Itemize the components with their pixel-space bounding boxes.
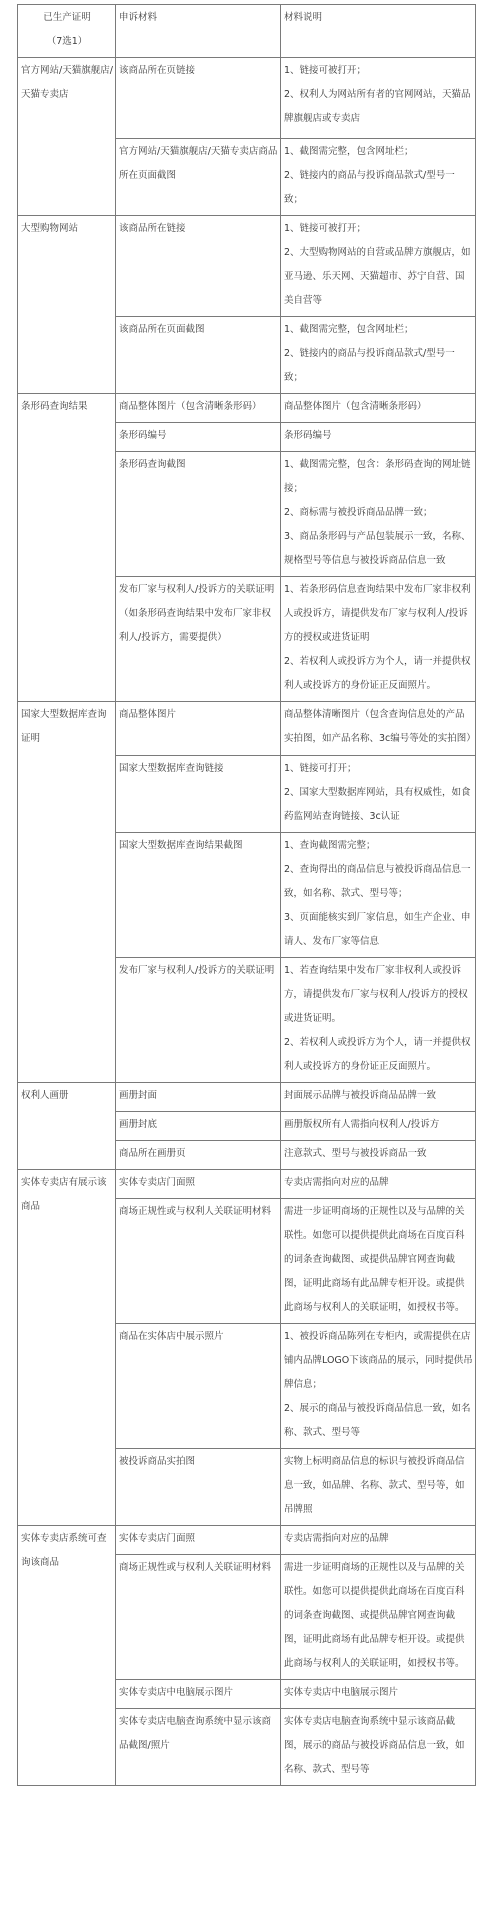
description-cell — [281, 1112, 476, 1141]
description-cell — [281, 394, 476, 423]
description-line: 2、权利人为网站所有者的官网网站，天猫品牌旗舰店或专卖店 — [284, 89, 471, 124]
material-cell: 商品在实体店中展示照片 — [116, 1324, 281, 1449]
description-cell — [281, 702, 476, 756]
material-cell: 国家大型数据库查询结果截图 — [116, 833, 281, 958]
description-line: 1、若查询结果中发布厂家非权利人或投诉方，请提供发布厂家与权利人/投诉方的授权或进货证明。 — [284, 965, 468, 1024]
description-line: 2、国家大型数据库网站，具有权威性，如食药监网站查询链接、3c认证 — [284, 787, 471, 822]
proof-type-cell: 权利人画册 — [18, 1083, 116, 1170]
description-line: 专卖店需指向对应的品牌 — [284, 1533, 389, 1544]
table-row — [18, 58, 476, 139]
table-row — [18, 216, 476, 317]
table-row — [18, 1526, 476, 1555]
material-cell: 条形码编号 — [116, 423, 281, 452]
description-line: 2、链接内的商品与投诉商品款式/型号一致； — [284, 348, 455, 383]
proof-type-cell: 实体专卖店有展示该商品 — [18, 1170, 116, 1526]
material-cell: 商品整体图片（包含清晰条形码） — [116, 394, 281, 423]
description-cell — [281, 1141, 476, 1170]
description-cell — [281, 58, 476, 139]
description-line: 1、链接可被打开； — [284, 65, 367, 76]
material-cell: 该商品所在链接 — [116, 216, 281, 317]
material-cell: 实体专卖店中电脑展示图片 — [116, 1680, 281, 1709]
header-proof-type — [18, 5, 116, 58]
material-cell: 国家大型数据库查询链接 — [116, 756, 281, 833]
description-line: 1、截图需完整，包含网址栏； — [284, 146, 414, 157]
description-cell — [281, 452, 476, 577]
evidence-table — [17, 4, 476, 1786]
material-cell: 发布厂家与权利人/投诉方的关联证明 — [116, 958, 281, 1083]
description-line: 1、截图需完整，包含：条形码查询的网址链接； — [284, 459, 471, 494]
proof-type-cell: 实体专卖店系统可查询该商品 — [18, 1526, 116, 1786]
description-line: 商品整体图片（包含清晰条形码） — [284, 401, 427, 412]
material-cell: 画册封底 — [116, 1112, 281, 1141]
material-cell: 实体专卖店电脑查询系统中显示该商品截图/照片 — [116, 1709, 281, 1786]
description-line: 1、截图需完整，包含网址栏； — [284, 324, 414, 335]
description-line: 需进一步证明商场的正规性以及与品牌的关联性。如您可以提供提供此商场在百度百科的词条查询截图、或提供品牌官网查询截图，证明此商场有此品牌专柜开设。或提供此商场与权利人的关联证明，如授权书等。 — [284, 1206, 465, 1313]
description-cell — [281, 1449, 476, 1526]
description-line: 实体专卖店电脑查询系统中显示该商品截图，展示的商品与被投诉商品信息一致，如名称、款式、型号等 — [284, 1716, 465, 1775]
description-line: 1、链接可打开； — [284, 763, 357, 774]
table-header-row — [18, 5, 476, 58]
header-proof-type-line: （7选1） — [46, 36, 88, 47]
description-line: 3、商品条形码与产品包装展示一致，名称、规格型号等信息与被投诉商品信息一致 — [284, 531, 471, 566]
header-description: 材料说明 — [281, 5, 476, 58]
table-row — [18, 394, 476, 423]
material-cell: 商场正规性或与权利人关联证明材料 — [116, 1199, 281, 1324]
description-line: 2、查询得出的商品信息与被投诉商品信息一致，如名称、款式、型号等； — [284, 864, 471, 899]
material-cell: 商品所在画册页 — [116, 1141, 281, 1170]
material-cell: 实体专卖店门面照 — [116, 1170, 281, 1199]
description-line: 注意款式、型号与被投诉商品一致 — [284, 1148, 427, 1159]
description-line: 商品整体清晰图片（包含查询信息处的产品实拍图，如产品名称、3c编号等处的实拍图） — [284, 709, 476, 744]
description-line: 2、链接内的商品与投诉商品款式/型号一致； — [284, 170, 455, 205]
description-line: 需进一步证明商场的正规性以及与品牌的关联性。如您可以提供提供此商场在百度百科的词条查询截图、或提供品牌官网查询截图，证明此商场有此品牌专柜开设。或提供此商场与权利人的关联证明，如授权书等。 — [284, 1562, 465, 1669]
proof-type-cell: 国家大型数据库查询证明 — [18, 702, 116, 1083]
material-cell: 发布厂家与权利人/投诉方的关联证明（如条形码查询结果中发布厂家非权利人/投诉方，需要提供） — [116, 577, 281, 702]
description-line: 封面展示品牌与被投诉商品品牌一致 — [284, 1090, 437, 1101]
material-cell: 画册封面 — [116, 1083, 281, 1112]
description-cell — [281, 1709, 476, 1786]
description-line: 1、被投诉商品陈列在专柜内，或需提供在店铺内品牌LOGO下该商品的展示，同时提供吊牌信息； — [284, 1331, 473, 1390]
material-cell: 实体专卖店门面照 — [116, 1526, 281, 1555]
proof-type-cell: 大型购物网站 — [18, 216, 116, 394]
description-line: 1、若条形码信息查询结果中发布厂家非权利人或投诉方，请提供发布厂家与权利人/投诉方的授权或进货证明 — [284, 584, 471, 643]
material-cell: 商品整体图片 — [116, 702, 281, 756]
description-cell — [281, 1083, 476, 1112]
table-row — [18, 1170, 476, 1199]
description-line: 1、查询截图需完整； — [284, 840, 376, 851]
description-cell — [281, 139, 476, 216]
proof-type-cell: 条形码查询结果 — [18, 394, 116, 702]
material-cell: 商场正规性或与权利人关联证明材料 — [116, 1555, 281, 1680]
table-row — [18, 1083, 476, 1112]
header-proof-type-line: 已生产证明 — [43, 12, 91, 23]
description-line: 2、若权利人或投诉方为个人，请一并提供权利人或投诉方的身份证正反面照片。 — [284, 656, 471, 691]
description-line: 2、展示的商品与被投诉商品信息一致，如名称、款式、型号等 — [284, 1403, 471, 1438]
header-material: 申诉材料 — [116, 5, 281, 58]
description-line: 专卖店需指向对应的品牌 — [284, 1177, 389, 1188]
proof-type-cell: 官方网站/天猫旗舰店/天猫专卖店 — [18, 58, 116, 216]
description-cell — [281, 317, 476, 394]
material-cell: 该商品所在页链接 — [116, 58, 281, 139]
material-cell: 官方网站/天猫旗舰店/天猫专卖店商品所在页面截图 — [116, 139, 281, 216]
description-cell — [281, 833, 476, 958]
description-cell — [281, 1324, 476, 1449]
description-cell — [281, 1680, 476, 1709]
description-cell — [281, 1170, 476, 1199]
description-line: 2、商标需与被投诉商品品牌一致； — [284, 507, 433, 518]
material-cell: 条形码查询截图 — [116, 452, 281, 577]
description-line: 实体专卖店中电脑展示图片 — [284, 1687, 399, 1698]
table-row — [18, 702, 476, 756]
material-cell: 该商品所在页面截图 — [116, 317, 281, 394]
description-line: 条形码编号 — [284, 430, 332, 441]
description-cell — [281, 216, 476, 317]
description-cell — [281, 1555, 476, 1680]
description-line: 画册版权所有人需指向权利人/投诉方 — [284, 1119, 440, 1130]
description-line: 2、若权利人或投诉方为个人，请一并提供权利人或投诉方的身份证正反面照片。 — [284, 1037, 471, 1072]
description-line: 2、大型购物网站的自营或品牌方旗舰店，如亚马逊、乐天网、天猫超市、苏宁自营、国美自营等 — [284, 247, 471, 306]
material-cell: 被投诉商品实拍图 — [116, 1449, 281, 1526]
description-line: 1、链接可被打开； — [284, 223, 367, 234]
description-cell — [281, 423, 476, 452]
description-line: 3、页面能核实到厂家信息，如生产企业、申请人、发布厂家等信息 — [284, 912, 471, 947]
description-cell — [281, 756, 476, 833]
description-cell — [281, 1526, 476, 1555]
description-cell — [281, 958, 476, 1083]
description-line: 实物上标明商品信息的标识与被投诉商品信息一致，如品牌、名称、款式、型号等，如吊牌照 — [284, 1456, 465, 1515]
description-cell — [281, 1199, 476, 1324]
description-cell — [281, 577, 476, 702]
